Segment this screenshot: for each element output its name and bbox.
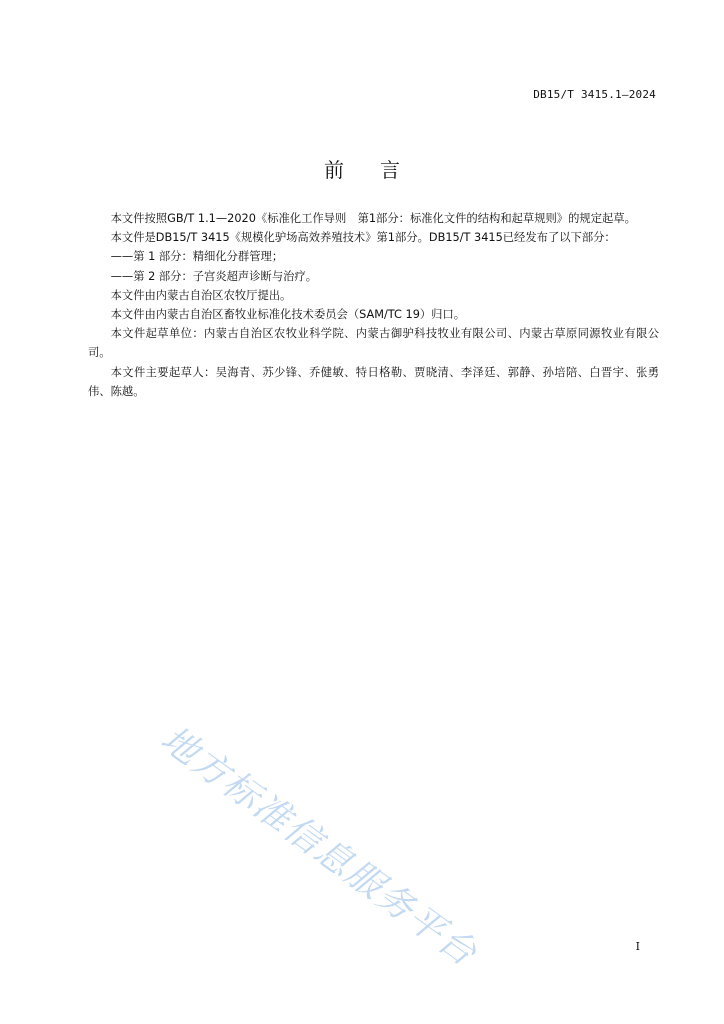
paragraph-drafting-units: 本文件起草单位：内蒙古自治区农牧业科学院、内蒙古御驴科技牧业有限公司、内蒙古草原同源牧业有限公司。 — [88, 327, 659, 360]
paragraph-proposer: 本文件由内蒙古自治区农牧厅提出。 — [110, 288, 292, 302]
paragraph-centralized-by: 本文件由内蒙古自治区畜牧业标准化技术委员会（SAM/TC 19）归口。 — [110, 308, 466, 322]
document-body — [88, 209, 659, 401]
watermark-text: 地方标准信息服务平台 — [153, 718, 485, 976]
page-number: I — [635, 940, 640, 953]
paragraph-drafters: 本文件主要起草人：吴海青、苏少锋、乔健敏、特日格勒、贾晓清、李泽廷、郭静、孙培陪、白晋宇、张勇伟、陈越。 — [88, 365, 659, 398]
paragraph-part-description: 本文件是DB15/T 3415《规模化驴场高效养殖技术》第1部分。DB15/T 3415已经发布了以下部分： — [110, 231, 616, 245]
list-item-part-1: ——第 1 部分：精细化分群管理； — [110, 250, 284, 264]
list-item-part-2: ——第 2 部分：子宫炎超声诊断与治疗。 — [110, 269, 318, 283]
document-code: DB15/T 3415.1—2024 — [533, 88, 656, 101]
page-title: 前言 — [324, 158, 436, 182]
paragraph-drafting-basis: 本文件按照GB/T 1.1—2020《标准化工作导则 第1部分：标准化文件的结构和起草规则》的规定起草。 — [110, 212, 636, 225]
